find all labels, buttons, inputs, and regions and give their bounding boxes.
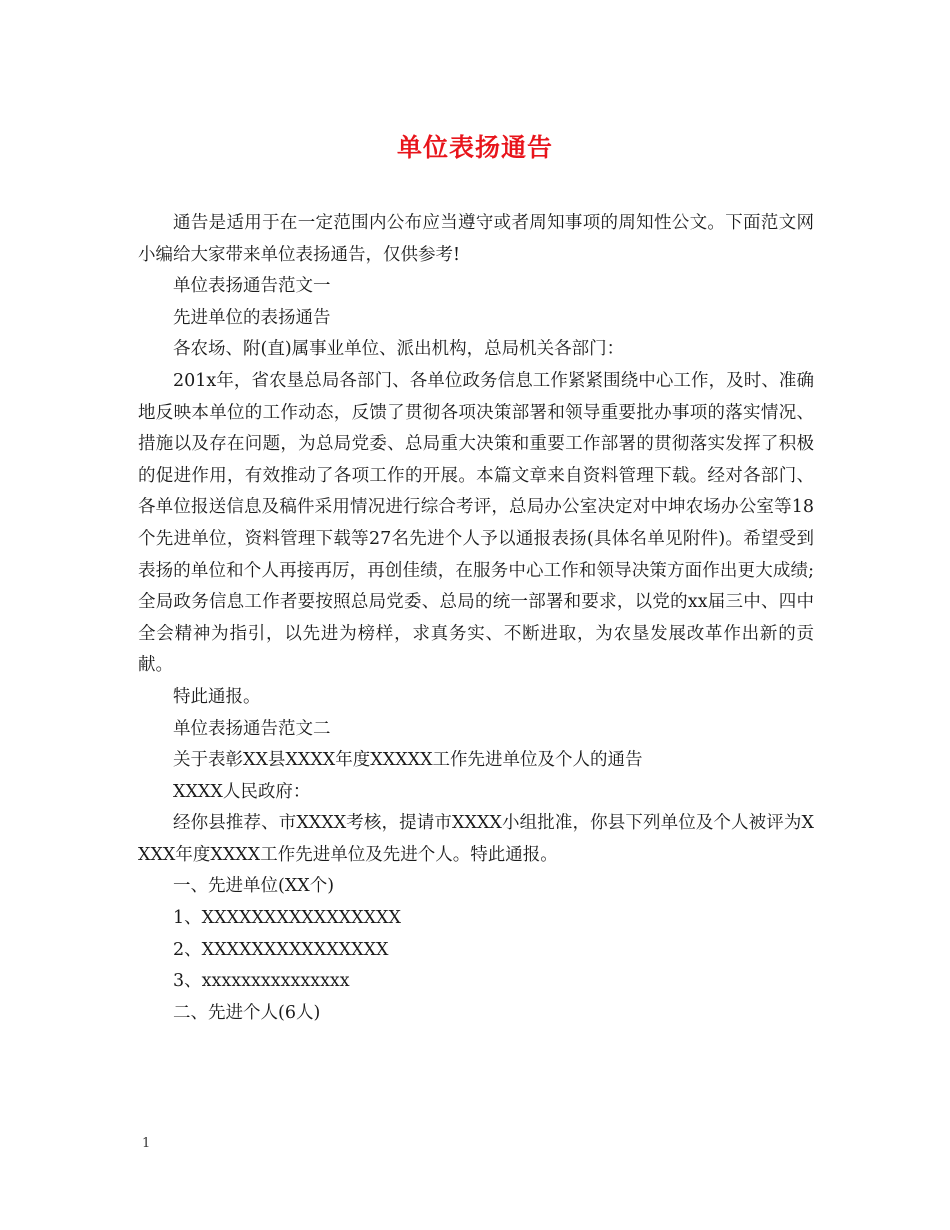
sample-one-heading: 单位表扬通告范文一 bbox=[173, 276, 331, 297]
notice-title-two: 关于表彰XX县XXXX年度XXXXX工作先进单位及个人的通告 bbox=[173, 750, 643, 771]
section-advanced-units: 一、先进单位(XX个) bbox=[173, 876, 335, 897]
list-item: 2、XXXXXXXXXXXXXXX bbox=[173, 939, 389, 960]
closing-one: 特此通报。 bbox=[173, 686, 261, 707]
section-advanced-individuals: 二、先进个人(6人) bbox=[173, 1002, 321, 1023]
addressee-two: XXXX人民政府： bbox=[173, 781, 311, 802]
notice-body-two: 经你县推荐、市XXXX考核，提请市XXXX小组批准，你县下列单位及个人被评为XXXX年度XXXX工作先进单位及先进个人。特此通报。 bbox=[138, 813, 814, 865]
list-item: 1、XXXXXXXXXXXXXXXX bbox=[173, 908, 401, 929]
document-title: 单位表扬通告 bbox=[396, 133, 553, 162]
sample-two-heading: 单位表扬通告范文二 bbox=[173, 718, 331, 739]
addressee-one: 各农场、附(直)属事业单位、派出机构，总局机关各部门： bbox=[173, 339, 625, 360]
document-body bbox=[138, 208, 814, 1029]
page-number: 1 bbox=[142, 1136, 151, 1151]
intro-paragraph: 通告是适用于在一定范围内公布应当遵守或者周知事项的周知性公文。下面范文网小编给大家带来单位表扬通告，仅供参考! bbox=[138, 213, 814, 265]
list-item: 3、xxxxxxxxxxxxxxx bbox=[173, 971, 350, 992]
notice-body-one: 201x年，省农垦总局各部门、各单位政务信息工作紧紧围绕中心工作，及时、准确地反映本单位的工作动态，反馈了贯彻各项决策部署和领导重要批办事项的落实情况、措施以及存在问题，为总局党委、总局重大决策和重要工作部署的贯彻落实发挥了积极的促进作用，有效推动了各项工作的开展。本篇文章来自资料管理下载。经对各部门、各单位报送信息及稿件采用情况进行综合考评，总局办公室决定对中坤农场办公室等18个先进单位，资料管理下载等27名先进个人予以通报表扬(具体名单见附件)。希望受到表扬的单位和个人再接再厉，再创佳绩，在服务中心工作和领导决策方面作出更大成绩;全局政务信息工作者要按照总局党委、总局的统一部署和要求，以党的xx届三中、四中全会精神为指引，以先进为榜样，求真务实、不断进取，为农垦发展改革作出新的贡献。 bbox=[138, 370, 814, 676]
notice-title-one: 先进单位的表扬通告 bbox=[173, 307, 331, 328]
